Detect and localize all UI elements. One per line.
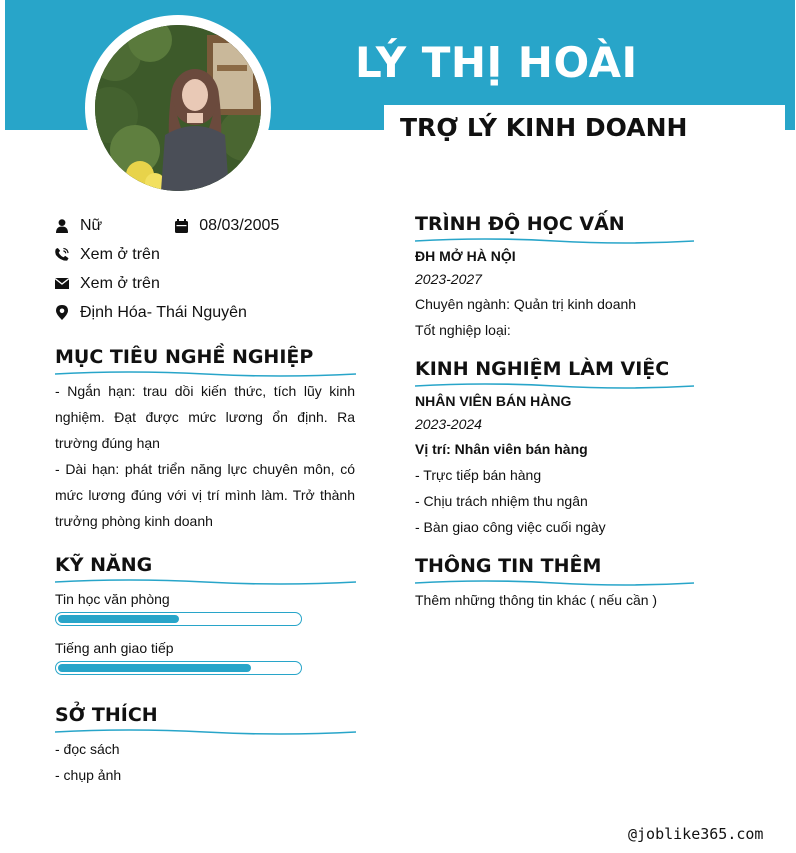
skill-label: Tin học văn phòng: [55, 591, 170, 607]
school-name: ĐH MỞ HÀ NỘI: [415, 248, 516, 264]
envelope-icon: [55, 276, 69, 292]
phone-value: Xem ở trên: [80, 245, 160, 263]
job-title-box: [384, 105, 785, 155]
education-period: 2023-2027: [415, 271, 482, 287]
map-pin-icon: [55, 305, 69, 321]
hobby-item: - đọc sách: [55, 741, 120, 757]
skill-bar-fill: [58, 615, 179, 623]
contact-row-email: [55, 269, 385, 298]
objective-short-term: - Ngắn hạn: trau dồi kiến thức, tích lũy kinh nghiệm. Đạt được mức lương ổn định. Ra trường đúng hạn: [55, 383, 355, 451]
experience-duty: - Trực tiếp bán hàng: [415, 467, 542, 483]
address-value: Định Hóa- Thái Nguyên: [80, 303, 247, 321]
calendar-icon: [174, 218, 188, 234]
skills-heading: KỸ NĂNG: [55, 554, 153, 576]
skill-label: Tiếng anh giao tiếp: [55, 640, 174, 656]
extra-heading: THÔNG TIN THÊM: [415, 555, 602, 577]
gender-value: Nữ: [80, 216, 103, 234]
skill-bar: [55, 612, 302, 626]
user-icon: [55, 218, 69, 234]
job-title: TRỢ LÝ KINH DOANH: [400, 113, 688, 142]
hobbies-heading: SỞ THÍCH: [55, 704, 158, 726]
phone-icon: [55, 247, 69, 263]
birthdate-value: 08/03/2005: [199, 216, 280, 234]
extra-underline: [415, 579, 695, 587]
education-major: Chuyên ngành: Quản trị kinh doanh: [415, 296, 637, 312]
contact-row-address: [55, 298, 385, 327]
experience-duty: - Bàn giao công việc cuối ngày: [415, 519, 606, 535]
skill-bar: [55, 661, 302, 675]
skill-bar-fill: [58, 664, 251, 672]
candidate-name: LÝ THỊ HOÀI: [355, 38, 638, 87]
education-underline: [415, 237, 695, 245]
contact-info: [55, 211, 385, 327]
experience-period: 2023-2024: [415, 416, 482, 432]
experience-role: NHÂN VIÊN BÁN HÀNG: [415, 393, 572, 409]
hobby-item: - chụp ảnh: [55, 767, 122, 783]
education-heading: TRÌNH ĐỘ HỌC VẤN: [415, 213, 625, 235]
objective-heading: MỤC TIÊU NGHỀ NGHIỆP: [55, 346, 314, 368]
extra-text: Thêm những thông tin khác ( nếu cần ): [415, 592, 658, 608]
hobbies-underline: [55, 728, 357, 736]
avatar-frame: [85, 15, 271, 201]
objective-underline: [55, 370, 357, 378]
experience-position: Vị trí: Nhân viên bán hàng: [415, 441, 588, 457]
contact-row-gender: [55, 211, 385, 240]
experience-heading: KINH NGHIỆM LÀM VIỆC: [415, 358, 670, 380]
skills-underline: [55, 578, 357, 586]
objective-long-term: - Dài hạn: phát triển năng lực chuyên môn, có mức lương đúng với vị trí mình làm. Trở thành trưởng phòng kinh doanh: [55, 461, 355, 529]
watermark[interactable]: @joblike365.com: [628, 825, 764, 843]
contact-row-phone: [55, 240, 385, 269]
avatar: [95, 25, 261, 191]
experience-underline: [415, 382, 695, 390]
experience-duty: - Chịu trách nhiệm thu ngân: [415, 493, 588, 509]
email-value: Xem ở trên: [80, 274, 160, 292]
education-grade: Tốt nghiệp loại:: [415, 322, 511, 338]
